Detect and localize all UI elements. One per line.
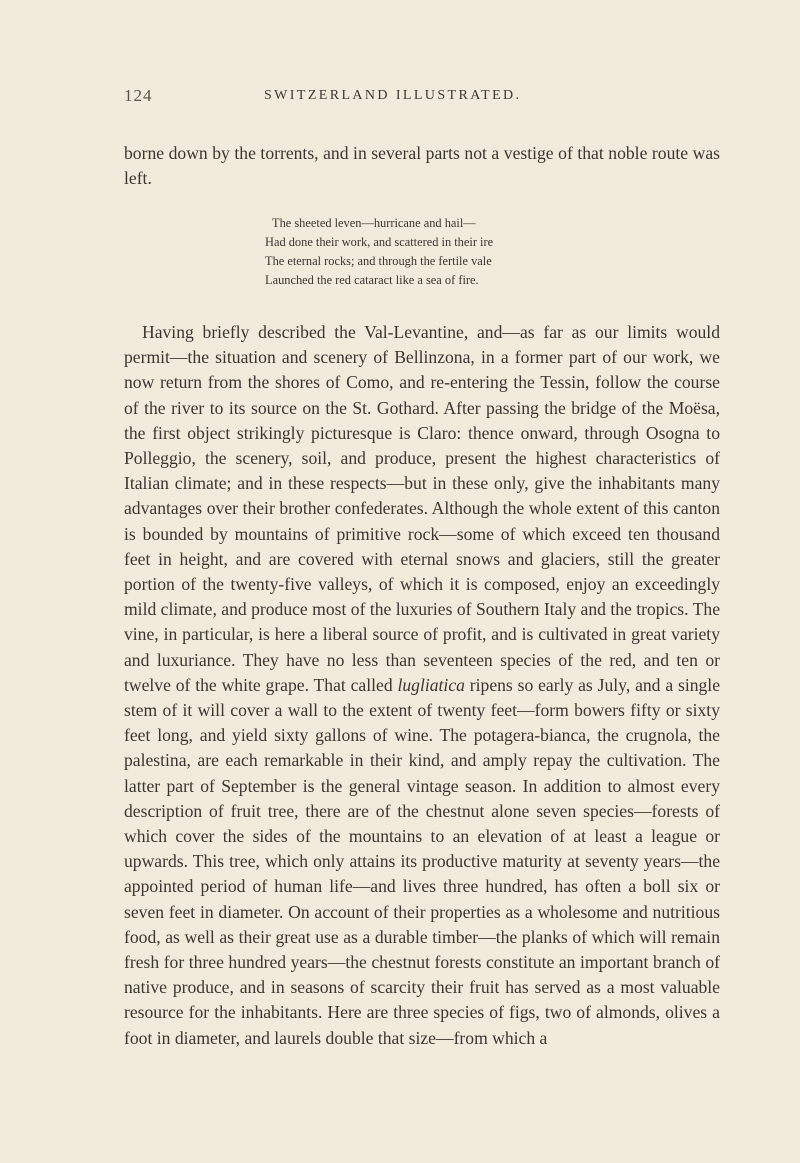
page-number: 124 [124,86,153,105]
italic-term: lugliatica [397,674,465,695]
main-paragraph [124,320,720,1051]
page-header [124,86,724,110]
verse-line: Launched the red cataract like a sea of fire. [265,273,479,287]
verse-line: The sheeted leven—hurricane and hail— [272,216,476,230]
paragraph-text-start: Having briefly described the Val-Levantine, and—as far as our limits would permit—the situation and scenery of Bellinzona, in a former part of our work, we now return from the shores of Como, and re-entering the Tessin, follow the course of the river to its source on the St. Gothard. After passing the bridge of the Moësa, the first object strikingly picturesque is Claro: thence onward, through Osogna to Polleggio, the scenery, soil, and produce, present the highest characteristics of Italian climate; and in these respects—but in these only, give the inhabitants many advantages over their brother confederates. Although the whole extent of this canton is bounded by mountains of primitive rock—some of which exceed ten thousand feet in height, and are covered with eternal snows and glaciers, still the greater portion of the twenty-five valleys, of which it is composed, enjoy an exceedingly mild climate, and produce most of the luxuries of Southern Italy and the tropics. The vine, in particular, is here a liberal source of profit, and is cultivated in great variety and luxuriance. They have no less than seventeen species of the red, and ten or twelve of the white grape. That called [124,322,720,695]
verse-line: The eternal rocks; and through the fertile vale [265,254,492,268]
paragraph-continuation [124,141,720,191]
verse-quotation [265,214,605,290]
verse-line: Had done their work, and scattered in their ire [265,235,494,249]
paragraph-text-end: ripens so early as July, and a single stem of it will cover a wall to the extent of twenty feet—form bowers fifty or sixty feet long, and yield sixty gallons of wine. The potagera-bianca, the crugnola, the palestina, are each remarkable in their kind, and amply repay the cultivation. The latter part of September is the general vintage season. In addition to almost every description of fruit tree, there are of the chestnut alone seven species—forests of which cover the sides of the mountains to an elevation of at least a league or upwards. This tree, which only attains its productive maturity at seventy years—the appointed period of human life—and lives three hundred, has often a boll six or seven feet in diameter. On account of their properties as a wholesome and nutritious food, as well as their great use as a durable timber—the planks of which will remain fresh for three hundred years—the chestnut forests constitute an important branch of native produce, and in seasons of scarcity their fruit has served as a most valuable resource for the inhabitants. Here are three species of figs, two of almonds, olives a foot in diameter, and laurels double that size—from which a [124,674,720,1048]
paragraph-text: borne down by the torrents, and in several parts not a vestige of that noble route was left. [124,143,720,189]
running-title: SWITZERLAND ILLUSTRATED. [264,88,522,103]
paragraph-text [124,320,720,1051]
